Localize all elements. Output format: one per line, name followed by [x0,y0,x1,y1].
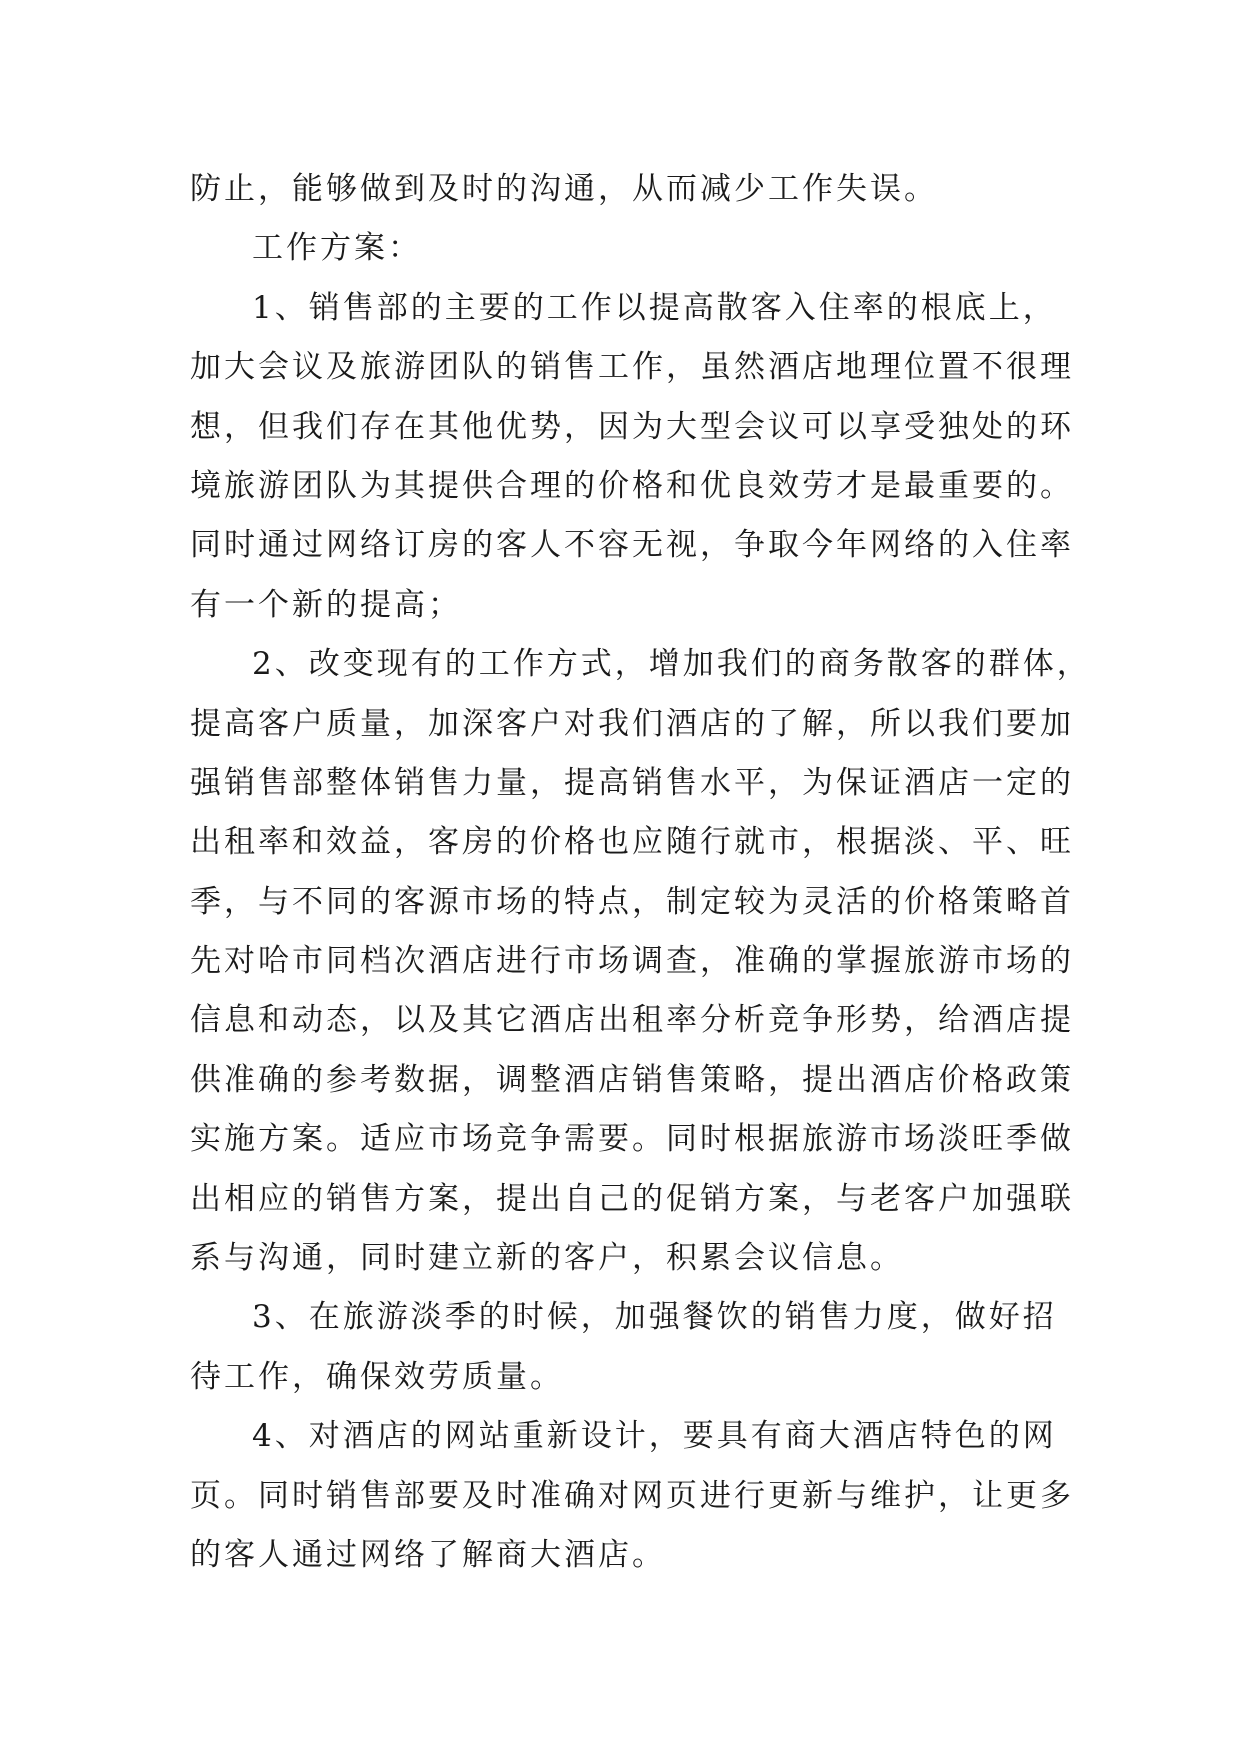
paragraph-2-line: 供准确的参考数据，调整酒店销售策略，提出酒店价格政策 [190,1061,1074,1098]
paragraph-2-line: 提高客户质量，加深客户对我们酒店的了解，所以我们要加 [190,705,1074,742]
paragraph-2-line: 先对哈市同档次酒店进行市场调查，准确的掌握旅游市场的 [190,943,1074,980]
paragraph-2-line: 系与沟通，同时建立新的客户，积累会议信息。 [190,1240,904,1277]
paragraph-2-line: 信息和动态，以及其它酒店出租率分析竞争形势，给酒店提 [190,1002,1074,1039]
paragraph-1-line: 想，但我们存在其他优势，因为大型会议可以享受独处的环 [190,408,1074,445]
paragraph-1-line: 同时通过网络订房的客人不容无视，争取今年网络的入住率 [190,527,1074,564]
paragraph-4-line: 4、对酒店的网站重新设计，要具有商大酒店特色的网 [252,1418,1057,1455]
document-body [190,160,1091,1585]
paragraph-2-line: 实施方案。适应市场竞争需要。同时根据旅游市场淡旺季做 [190,1121,1074,1158]
paragraph-2-line: 季，与不同的客源市场的特点，制定较为灵活的价格策略首 [190,883,1074,920]
paragraph-2-line: 出相应的销售方案，提出自己的促销方案，与老客户加强联 [190,1180,1074,1217]
paragraph-2-line: 2、改变现有的工作方式，增加我们的商务散客的群体， [252,646,1091,683]
paragraph-1-line: 境旅游团队为其提供合理的价格和优良效劳才是最重要的。 [190,467,1074,504]
body-line: 防止，能够做到及时的沟通，从而减少工作失误。 [190,171,938,207]
paragraph-4-line: 的客人通过网络了解商大酒店。 [190,1536,666,1573]
paragraph-2-line: 出租率和效益，客房的价格也应随行就市，根据淡、平、旺 [190,824,1074,861]
paragraph-3-line: 3、在旅游淡季的时候，加强餐饮的销售力度，做好招 [252,1299,1057,1336]
paragraph-1-line: 1、销售部的主要的工作以提高散客入住率的根底上， [252,289,1057,326]
paragraph-4-line: 页。同时销售部要及时准确对网页进行更新与维护，让更多 [190,1477,1074,1514]
paragraph-2-line: 强销售部整体销售力量，提高销售水平，为保证酒店一定的 [190,764,1074,801]
section-heading: 工作方案： [252,230,422,267]
paragraph-1-line: 加大会议及旅游团队的销售工作，虽然酒店地理位置不很理 [190,349,1074,386]
paragraph-1-line: 有一个新的提高； [190,586,462,623]
paragraph-3-line: 待工作，确保效劳质量。 [190,1358,564,1395]
